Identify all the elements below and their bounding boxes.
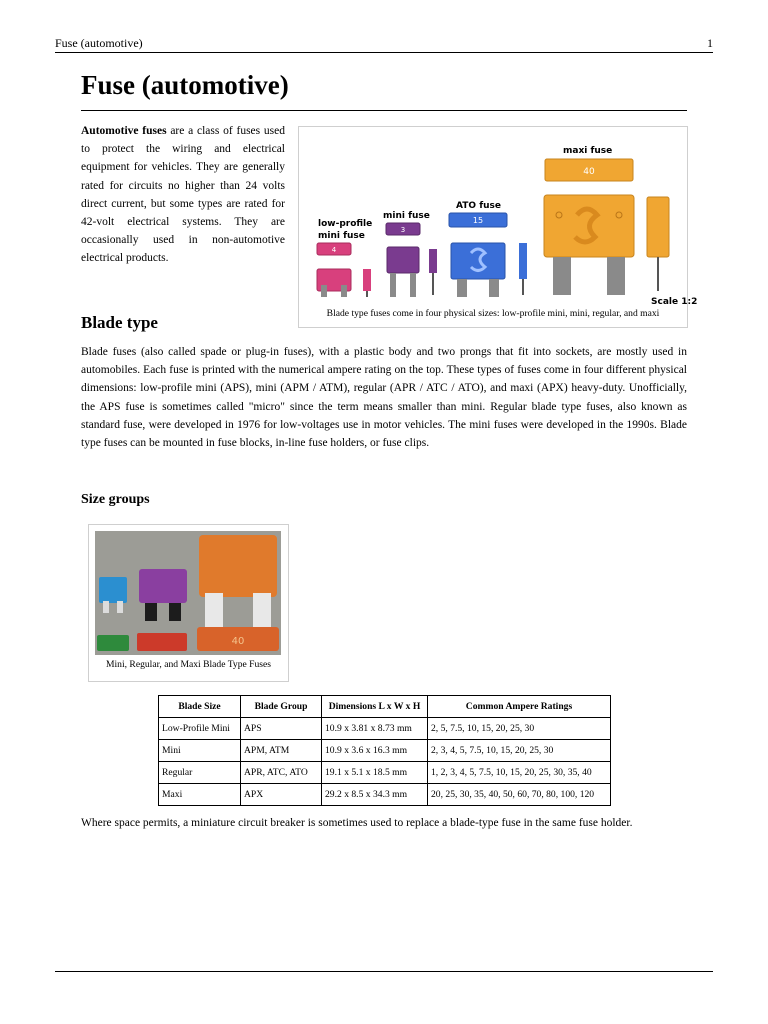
footer-divider (55, 971, 713, 972)
running-title: Fuse (automotive) (55, 36, 143, 50)
photo-green-fuse (97, 635, 129, 651)
title-divider (81, 110, 687, 111)
photo-maxi-rating: 40 (231, 636, 245, 647)
mini-fuse-prong-left (390, 273, 396, 297)
low-profile-fuse-rating: 4 (331, 246, 337, 254)
cell-ampere-ratings: 2, 3, 4, 5, 7.5, 10, 15, 20, 25, 30 (428, 740, 611, 762)
mini-fuse-side (429, 249, 437, 273)
cell-ampere-ratings: 1, 2, 3, 4, 5, 7.5, 10, 15, 20, 25, 30, 35, 40 (428, 762, 611, 784)
running-header (55, 36, 713, 53)
fuse-photo (95, 531, 281, 655)
table-row (159, 718, 611, 740)
photo-blue-mini-fuse (99, 577, 127, 603)
col-header-dimensions: Dimensions L x W x H (322, 696, 428, 718)
maxi-fuse-label: maxi fuse (563, 146, 613, 156)
cell-dimensions: 10.9 x 3.81 x 8.73 mm (322, 718, 428, 740)
blade-type-paragraph: Blade fuses (also called spade or plug-in fuses), with a plastic body and two prongs that fit into sockets, are mostly used in automobiles. Each fuse is printed with the numerical ampere rating on the top. These types of fuses come in four different physical dimensions: low-profile mini (APS), mini (APM / ATM), regular (APR / ATC / ATO), and maxi (APX) heavy-duty. Unofficially, the APS fuse is sometimes called "micro" since the term means smaller than mini. Regular blade type fuses, also known as standard fuse, were developed in 1976 for low-voltages use in motor vehicles. The mini fuses were developed in the 1990s. Blade type fuses can be mounted in fuse blocks, in-line fuse holders, or fuse clips. (81, 346, 687, 450)
cell-dimensions: 29.2 x 8.5 x 34.3 mm (322, 784, 428, 806)
cell-blade-size: Maxi (159, 784, 241, 806)
fuse-photo-figure (88, 524, 289, 682)
table-header-row (159, 696, 611, 718)
cell-blade-group: APR, ATC, ATO (241, 762, 322, 784)
photo-purple-prong-left (145, 603, 157, 621)
cell-blade-size: Mini (159, 740, 241, 762)
intro-bold-term: Automotive fuses (81, 125, 167, 137)
photo-blue-prong-left (103, 601, 109, 613)
low-profile-label-line1: low-profile (318, 219, 373, 229)
col-header-blade-size: Blade Size (159, 696, 241, 718)
photo-purple-regular-fuse (139, 569, 187, 603)
ato-fuse-prong-left (457, 279, 467, 297)
table-row (159, 740, 611, 762)
maxi-fuse-rating: 40 (583, 167, 595, 177)
low-profile-fuse-side (363, 269, 371, 291)
figure1-caption: Blade type fuses come in four physical sizes: low-profile mini, mini, regular, and maxi (326, 308, 660, 319)
mini-fuse-prong-right (410, 273, 416, 297)
page-title: Fuse (automotive) (81, 70, 289, 100)
maxi-fuse-prong-right (607, 257, 625, 295)
col-header-ampere-ratings: Common Ampere Ratings (428, 696, 611, 718)
cell-blade-group: APX (241, 784, 322, 806)
cell-blade-group: APM, ATM (241, 740, 322, 762)
size-groups-heading: Size groups (81, 492, 150, 507)
blade-fuses-figure (298, 126, 698, 328)
cell-dimensions: 10.9 x 3.6 x 16.3 mm (322, 740, 428, 762)
blade-fuses-diagram (301, 129, 698, 307)
mini-fuse-body (387, 247, 419, 273)
mini-fuse-label: mini fuse (383, 211, 430, 221)
cell-blade-size: Low-Profile Mini (159, 718, 241, 740)
low-profile-fuse-prong-left (321, 285, 327, 297)
scale-label: Scale 1:2 (651, 297, 698, 307)
photo-maxi-prong-right (253, 593, 271, 627)
ato-fuse-side (519, 243, 527, 279)
table-row (159, 784, 611, 806)
ato-fuse-label: ATO fuse (456, 201, 501, 211)
table-row (159, 762, 611, 784)
ato-fuse-rating: 15 (472, 216, 484, 225)
photo-red-fuse (137, 633, 187, 651)
col-header-blade-group: Blade Group (241, 696, 322, 718)
cell-blade-group: APS (241, 718, 322, 740)
photo-orange-maxi-fuse (199, 535, 277, 597)
blade-size-table (158, 695, 611, 806)
photo-purple-prong-right (169, 603, 181, 621)
mini-fuse-rating: 3 (400, 226, 406, 234)
page-number: 1 (707, 36, 713, 50)
photo-maxi-prong-left (205, 593, 223, 627)
closing-paragraph: Where space permits, a miniature circuit breaker is sometimes used to replace a blade-type fuse in the same fuse holder. (81, 817, 633, 829)
cell-dimensions: 19.1 x 5.1 x 18.5 mm (322, 762, 428, 784)
intro-text: are a class of fuses used to protect the wiring and electrical equipment for vehicles. They are generally rated for circuits no higher than 24 volts direct current, but some types are rated for 42-volt electrical systems. They are occasionally used in non-automotive electrical products. (81, 125, 285, 265)
figure2-caption: Mini, Regular, and Maxi Blade Type Fuses (105, 659, 272, 670)
low-profile-fuse-prong-right (341, 285, 347, 297)
ato-fuse-prong-right (489, 279, 499, 297)
maxi-fuse-prong-left (553, 257, 571, 295)
cell-ampere-ratings: 20, 25, 30, 35, 40, 50, 60, 70, 80, 100, 120 (428, 784, 611, 806)
maxi-fuse-side (647, 197, 669, 257)
photo-blue-prong-right (117, 601, 123, 613)
cell-ampere-ratings: 2, 5, 7.5, 10, 15, 20, 25, 30 (428, 718, 611, 740)
cell-blade-size: Regular (159, 762, 241, 784)
intro-paragraph (81, 122, 285, 268)
low-profile-label-line2: mini fuse (318, 231, 365, 241)
blade-type-heading: Blade type (81, 313, 158, 332)
